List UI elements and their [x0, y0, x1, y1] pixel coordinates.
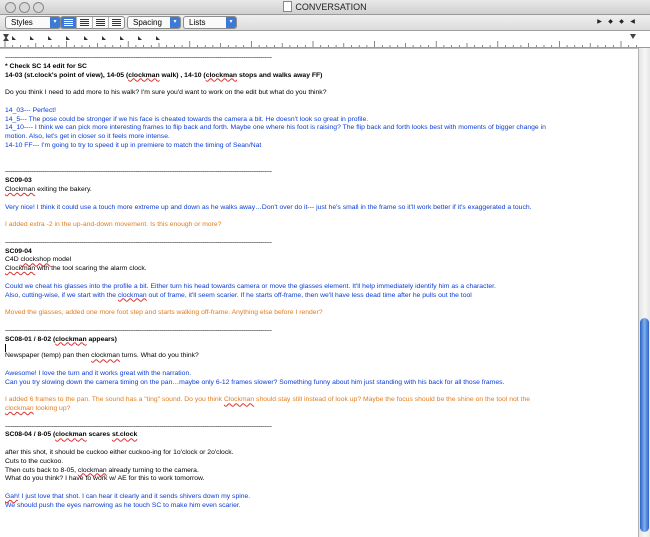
window-title-area: [0, 1, 650, 12]
window-title: CONVERSATION: [295, 2, 367, 12]
styles-popup[interactable]: [5, 16, 61, 29]
reply-text: clockman looking up?: [5, 405, 71, 413]
comment-text: Could we cheat his glasses into the profile a bit. Either turn his head towards camera or move the glasses element. It'll help immediately identify him as a character.: [5, 282, 496, 290]
comment-text: 14_5--- The pose could be stronger if we his face is cheated towards the camera a bit. He doesn't look so great in profile.: [5, 115, 369, 123]
chevron-down-icon: ▾: [50, 17, 60, 28]
chevron-down-icon: ▾: [170, 17, 180, 28]
description-text: Newspaper (temp) pan then clockman turns. What do you think?: [5, 352, 199, 360]
comment-text: Gah! I just love that shot. I can hear it clearly and it sends shivers down my spine.: [5, 493, 251, 501]
align-left-icon: [64, 19, 73, 26]
description-text: after this shot, it should be cuckoo either cuckoo-ing for 1o'clock or 2o'clock.: [5, 449, 234, 457]
section-heading: SC08-04 / 8-05 (clockman scares st.clock: [5, 431, 138, 439]
reply-text: I added extra -2 in the up-and-down movement. Is this enough or more?: [5, 221, 222, 229]
separator-line: -----------------------------------------------------------------------------------------------------------------------------------------------: [5, 238, 272, 246]
comment-text: 14_03--- Perfect!: [5, 106, 56, 114]
center-tab-stop-icon[interactable]: ◆: [608, 19, 613, 25]
section-heading: SC09-04: [5, 247, 32, 255]
decimal-tab-stop-icon[interactable]: ◆: [619, 19, 624, 25]
right-tab-stop-icon[interactable]: ◀: [630, 19, 635, 25]
comment-text: Awesome! I love the turn and it works great with the narration.: [5, 369, 192, 377]
section-subheading: 14-03 (st.clock's point of view), 14-05 (clockman walk) , 14-10 (clockman stops and walks away FF): [5, 71, 323, 79]
align-left-button[interactable]: [61, 17, 77, 28]
description-text: Cuts to the cuckoo.: [5, 457, 64, 465]
document-text[interactable]: [5, 54, 631, 537]
description-text: Clockman exiting the bakery.: [5, 185, 92, 193]
alignment-control: [60, 16, 125, 29]
reply-text: Moved the glasses, added one more foot step and starts walking off-frame. Anything else before I render?: [5, 309, 323, 317]
text-cursor: [5, 344, 6, 352]
question-text: Do you think I need to add more to his walk? I'm sure you'd want to work on the edit but what do you think?: [5, 89, 327, 97]
chevron-down-icon: ▾: [226, 17, 236, 28]
ruler[interactable]: [0, 31, 650, 49]
description-text: Then cuts back to 8-05, clockman already turning to the camera.: [5, 466, 199, 474]
comment-text: We should push the eyes narrowing as he touch SC to make him even scarier.: [5, 501, 241, 509]
comment-text: Very nice! I think it could use a touch more extreme up and down as he walks away…Don't over do it--- just he's small in the frame so it'll work better if it's exaggerated a touch.: [5, 203, 532, 211]
comment-text: Can you try slowing down the camera timing on the pan…maybe only 6-12 frames slower? Something funny about him just standing with his back for all those frames.: [5, 378, 505, 386]
comment-text: motion. Also, let's get in closer so it feels more intense.: [5, 133, 170, 141]
separator-line: -----------------------------------------------------------------------------------------------------------------------------------------------: [5, 422, 272, 430]
comment-text: Also, cutting-wise, if we start with the clockman out of frame, it'll seem scarier. If he starts off-frame, then we'll have less dead time after he pulls out the tool: [5, 291, 472, 299]
styles-label: Styles: [11, 18, 33, 27]
align-right-icon: [96, 19, 105, 26]
align-right-button[interactable]: [93, 17, 109, 28]
section-heading: SC08-01 / 8-02 (clockman appears): [5, 335, 117, 343]
document-icon: [283, 1, 292, 12]
section-heading: * Check SC 14 edit for SC: [5, 62, 87, 70]
align-center-icon: [80, 19, 89, 26]
format-toolbar: [0, 15, 650, 31]
separator-line: -----------------------------------------------------------------------------------------------------------------------------------------------: [5, 54, 272, 61]
separator-line: -----------------------------------------------------------------------------------------------------------------------------------------------: [5, 326, 272, 334]
description-text: Clockman with the tool scaring the alarm clock.: [5, 265, 147, 273]
description-text: What do you think? I have to work w/ AE for this to work tomorrow.: [5, 475, 205, 483]
section-heading: SC09-03: [5, 177, 32, 185]
reply-text: I added 6 frames to the pan. The sound has a "ting" sound. Do you think Clockman should stay still instead of look up? Maybe the focus should be the shine on the tool not the: [5, 396, 531, 404]
description-text: C4D clockshop model: [5, 256, 72, 264]
left-tab-stop-icon[interactable]: ▶: [597, 19, 602, 25]
title-bar: [0, 0, 650, 15]
scrollbar-thumb[interactable]: [640, 318, 649, 532]
lists-label: Lists: [189, 18, 206, 27]
separator-line: -----------------------------------------------------------------------------------------------------------------------------------------------: [5, 168, 272, 176]
spacing-popup[interactable]: [127, 16, 181, 29]
vertical-scrollbar[interactable]: [638, 48, 650, 537]
align-center-button[interactable]: [77, 17, 93, 28]
comment-text: 14_10---- I think we can pick more interesting frames to flip back and forth. Maybe one where his foot is raising? The flip back and forth looks best with moments of bigger change in: [5, 124, 546, 132]
comment-text: 14-10 FF--- I'm going to try to speed it up in premiere to match the timing of Sean/Nat: [5, 141, 262, 149]
justify-icon: [112, 19, 121, 26]
lists-popup[interactable]: [183, 16, 237, 29]
ruler-ticks: [0, 31, 650, 48]
spacing-label: Spacing: [133, 18, 162, 27]
justify-button[interactable]: [109, 17, 124, 28]
